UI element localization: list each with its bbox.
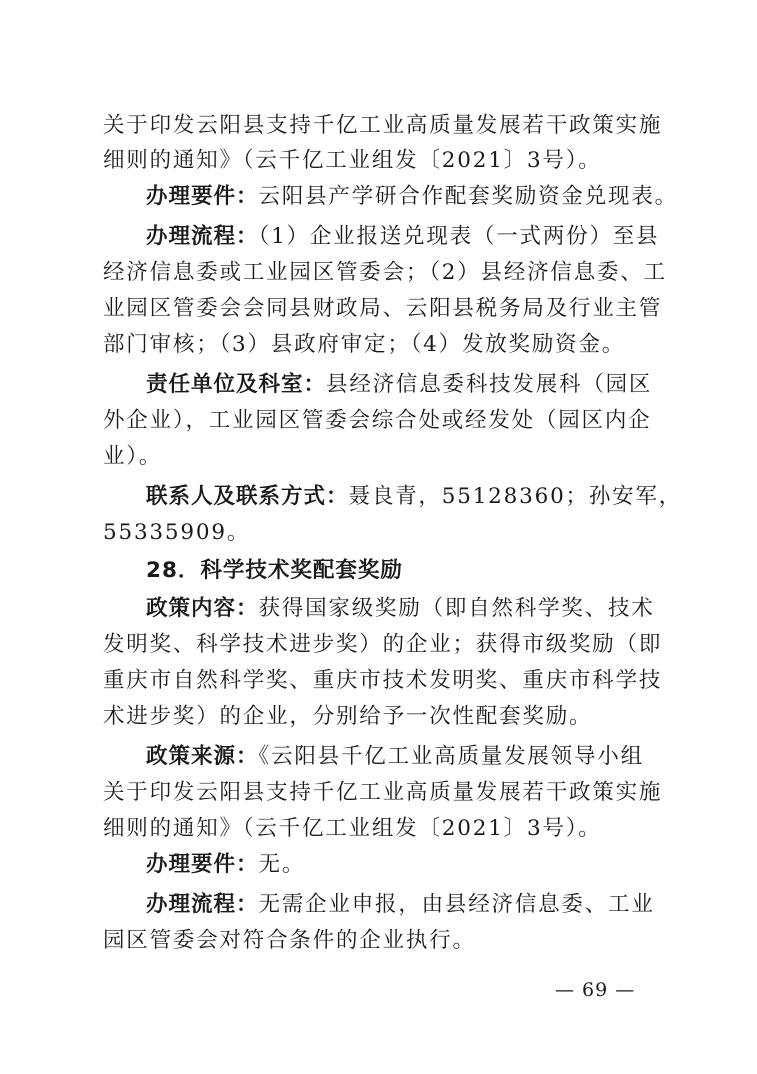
line-text: 细则的通知》（云千亿工业组发〔2021〕3号）。 bbox=[103, 148, 602, 173]
paragraph-line bbox=[146, 483, 683, 513]
paragraph-line bbox=[146, 891, 666, 921]
body-line bbox=[103, 331, 663, 361]
line-text: 发明奖、科学技术进步奖）的企业；获得市级奖励（即 bbox=[103, 632, 663, 657]
section-heading-text: 28．科学技术奖配套奖励 bbox=[146, 558, 403, 583]
body-line bbox=[103, 519, 663, 549]
paragraph-line bbox=[146, 743, 666, 773]
line-text: 部门审核；（3）县政府审定；（4）发放奖励资金。 bbox=[103, 332, 626, 357]
field-label: 办理要件： bbox=[146, 184, 259, 209]
paragraph-line bbox=[146, 371, 666, 401]
body-line bbox=[103, 259, 667, 289]
body-line bbox=[103, 295, 663, 325]
line-text: 术进步奖）的企业，分别给予一次性配套奖励。 bbox=[103, 704, 593, 729]
paragraph-line bbox=[146, 851, 666, 881]
body-line bbox=[103, 407, 663, 437]
line-text: 聂良青，55128360；孙安军， bbox=[348, 484, 683, 509]
field-label: 办理流程： bbox=[146, 892, 259, 917]
body-line bbox=[103, 443, 663, 473]
field-label: 办理流程： bbox=[146, 224, 259, 249]
body-line bbox=[103, 631, 663, 661]
line-text: 重庆市自然科学奖、重庆市技术发明奖、重庆市科学技 bbox=[103, 668, 663, 693]
body-line bbox=[103, 779, 663, 809]
body-line bbox=[103, 927, 663, 957]
line-text: 经济信息委或工业园区管委会；（2）县经济信息委、工 bbox=[103, 260, 667, 285]
line-text: 关于印发云阳县支持千亿工业高质量发展若干政策实施 bbox=[103, 113, 663, 138]
line-text: 园区管委会对符合条件的企业执行。 bbox=[103, 928, 476, 953]
page-number: — 69 — bbox=[555, 979, 636, 1001]
paragraph-line bbox=[146, 223, 666, 253]
line-text: 无。 bbox=[258, 852, 306, 877]
line-text: 无需企业申报，由县经济信息委、工业 bbox=[258, 892, 655, 917]
line-text: 关于印发云阳县支持千亿工业高质量发展若干政策实施 bbox=[103, 780, 663, 805]
body-line bbox=[103, 703, 663, 733]
paragraph-line bbox=[146, 183, 678, 213]
line-text: 业园区管委会会同县财政局、云阳县税务局及行业主管 bbox=[103, 296, 663, 321]
field-label: 联系人及联系方式： bbox=[146, 484, 349, 509]
section-heading bbox=[146, 557, 666, 587]
paragraph-line bbox=[146, 595, 666, 625]
field-label: 政策来源： bbox=[146, 744, 259, 769]
field-label: 责任单位及科室： bbox=[146, 372, 327, 397]
line-text: 细则的通知》（云千亿工业组发〔2021〕3号）。 bbox=[103, 816, 602, 841]
body-line bbox=[103, 667, 663, 697]
line-text: 县经济信息委科技发展科（园区 bbox=[326, 372, 653, 397]
line-text: 云阳县产学研合作配套奖励资金兑现表。 bbox=[258, 184, 678, 209]
field-label: 政策内容： bbox=[146, 596, 259, 621]
field-label: 办理要件： bbox=[146, 852, 259, 877]
line-text: 《云阳县千亿工业高质量发展领导小组 bbox=[258, 744, 644, 769]
line-text: 业）。 bbox=[103, 444, 163, 469]
line-text: （1）企业报送兑现表（一式两份）至县 bbox=[258, 224, 660, 249]
line-text: 外企业），工业园区管委会综合处或经发处（园区内企 bbox=[103, 408, 652, 433]
line-text: 获得国家级奖励（即自然科学奖、技术 bbox=[258, 596, 655, 621]
line-text: 55335909。 bbox=[103, 520, 251, 545]
body-line bbox=[103, 112, 663, 142]
body-line bbox=[103, 147, 663, 177]
body-line bbox=[103, 815, 663, 845]
